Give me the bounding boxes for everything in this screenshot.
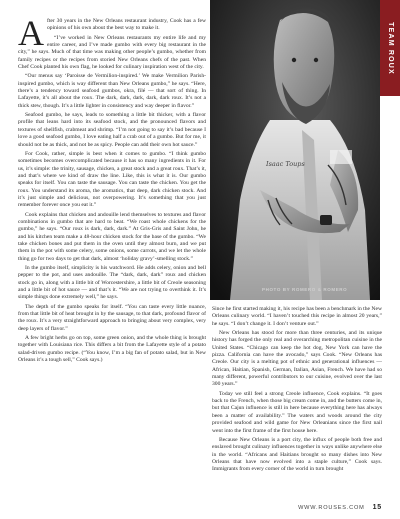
paragraph: Because New Orleans is a port city, the influx of people both free and enslaved brought culinary influences together in ways unlike anywhere else in the world. “Africans and Haitians brought so many dishes into New Orleans that have now evolved into a staple culture,” Cook says. Immigrants from every corner of the world in turn brought	[212, 436, 382, 473]
right-column	[212, 306, 382, 496]
page-footer	[298, 504, 382, 511]
paragraph: For Cook, rather, simple is best when it comes to gumbo. “I think gumbo sometimes becomes overcomplicated because it has so many ingredients in it. For us, it’s simple: the trinity, sausage, chicken, a great stock and a great roux. That’s it, and that’s where we kind of draw the line. Like, this is what it is. Our gumbo speaks for itself. You can taste the sausage. You can taste the chicken. You get the roux. You understand its aroma, the aromatics, that deep, dark chicken stock. And it’s just simple and delicious, not overpowering. It’s something that you just remember forever once you eat it.”	[18, 150, 206, 209]
paragraph: Since he first started making it, his recipe has been a benchmark in the New Orleans culinary world. “I haven’t touched this recipe in almost 20 years,” he says. “I don’t change it. I don’t venture out.”	[212, 306, 382, 327]
jacket-embroidery: Isaac Toups	[266, 160, 305, 168]
left-column	[18, 18, 206, 496]
intro-paragraph: After 30 years in the New Orleans restaurant industry, Cook has a few opinions of his own about the best way to make it.	[18, 18, 206, 53]
paragraph: Cook explains that chicken and andouille lend themselves to textures and flavor combinations in gumbo that are hard to beat. “We roast whole chickens for the gumbo,” he says. “Our roux is dark, dark, dark.” At Gris-Gris and Saint John, he and his kitchen team make a 48-hour chicken stock for the base of the gumbo. “We take chicken bones and put them in the oven until they almost burn, and we put them in the pot with some celery, some onions, some carrots, and we let the whole thing go for two days to get that dark, almost ‘holiday gravy’-smelling stock.”	[18, 211, 206, 262]
paragraph: The depth of the gumbo speaks for itself. “You can taste every little nuance, from that little bit of heat brought in by the sausage, to that dark, profound flavor of the roux. It’s a very straightforward approach to bringing about very complex, very deep layers of flavor.”	[18, 303, 206, 332]
paragraph: Today we still feel a strong Creole influence, Cook explains. “It goes back to the French, when those big cream come in, and the butters come in, but that Cajun influence is still in here because everything here has always been a matter of availability.” The waters and woods around the city provided seafood and wild game for New Orleanians since the first nail went into the first frame of the first house here.	[212, 390, 382, 434]
website-url[interactable]: WWW.ROUSES.COM	[298, 505, 365, 511]
paragraph: A few bright herbs go on top, some green onion, and the whole thing is brought together with Louisiana rice. This differs a bit from the Lafayette style of a potato salad-driven gumbo recipe. (“You know, I’m a big fan of potato salad, but in New Orleans it’s a tough sell,” Cook says.)	[18, 335, 206, 364]
paragraph: “I’ve worked in New Orleans restaurants my entire life and my entire career, and I’ve made gumbo with every big restaurant in the city,” he says. Much of that time was making other people’s gumbo, whether from family recipes or the recipes from storied New Orleans chefs of the past. When Chef Cook planted his own flag, he looked for culinary inspiration west of the city.	[18, 34, 206, 71]
section-tab-label: TEAM ROUX	[386, 21, 394, 75]
paragraph: New Orleans has stood for more than three centuries, and its unique history has forged the only real and overarching metropolitan cuisine in the United States. “Chicago can keep the hot dog, New York can have the pizza. California can have the avocado,” says Cook. “New Orleans has Creole. Our city is a melting pot of ethnic and generational influences — African, Haitian, Spanish, German, Italian, Asian, French. We have had so many different, powerful contributors to our cuisine, evolved over the last 300 years.”	[212, 330, 382, 388]
chef-portrait-photo	[210, 0, 380, 300]
paragraph: “Our menus say ‘Paroisse de Vermilion-inspired.’ We make Vermilion Parish-inspired gumbo, which is way different than New Orleans gumbo,” he says. “Here, there’s a tendency toward seafood gumbos, okra, filé — that sort of thing. In Lafayette, it’s all about the roux. The dark, dark, dark, dark, dark roux. It’s not a thick stew, though. It’s a little lighter in consistency and way deeper in flavor.”	[18, 73, 206, 109]
paragraph: In the gumbo itself, simplicity is his watchword. He adds celery, onion and bell pepper to the pot, and uses andouille. The “dark, dark, dark” roux and chicken stock go in, along with a little bit of Worcestershire, a little bit of Creole seasoning and a little bit of hot sauce — and that’s it. “We are not trying to overthink it. It’s simple things done extremely well,” he says.	[18, 265, 206, 301]
photo-credit: PHOTO BY ROMERO & ROMERO	[262, 287, 348, 292]
drop-cap: A	[18, 18, 44, 53]
paragraph: Seafood gumbo, he says, leads to something a little bit thicker, with a flavor profile that leans hard into its seafood stock, and the pronounced flavors and textures of shellfish, crabmeat and shrimp. “I’m not going to say it’s bad because I love a good seafood gumbo, I love eating half a crab out of a gumbo. But for me, it should not be as thick, and not be as spicy. People can add their own hot sauce.”	[18, 112, 206, 148]
chef-portrait-image	[210, 0, 380, 300]
page-number: 15	[372, 504, 382, 511]
section-tab	[380, 0, 400, 96]
